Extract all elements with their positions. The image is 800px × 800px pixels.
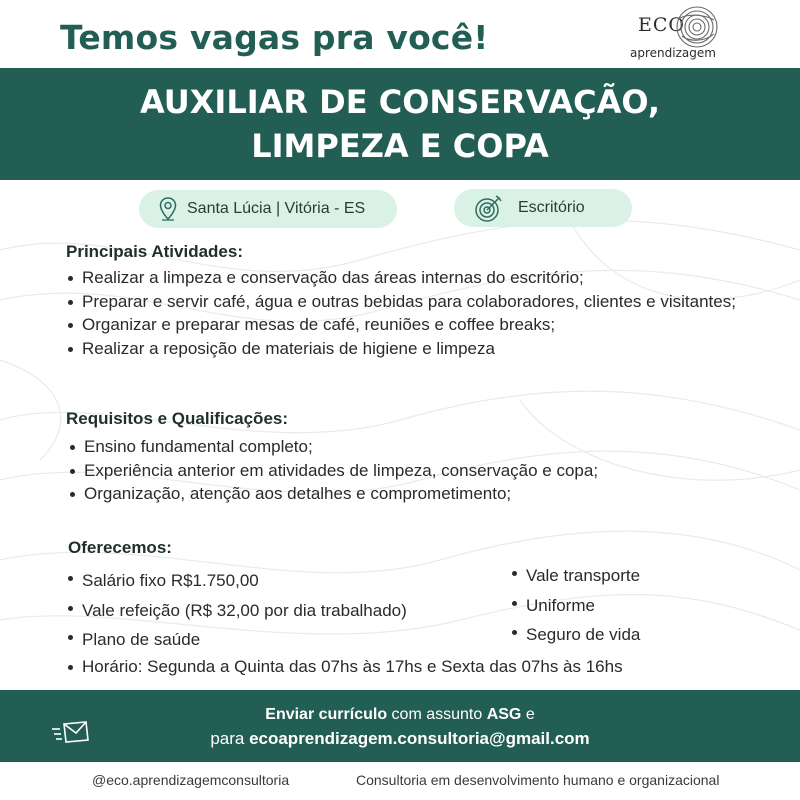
target-icon [474,193,504,223]
benefits-right-list [510,561,750,650]
benefits-section [68,538,508,655]
activities-title: Principais Atividades: [66,242,243,261]
apply-bold-1: Enviar currículo [265,706,388,723]
headline: Temos vagas pra você! [60,18,489,57]
logo-eco-text: ECO [638,14,685,36]
list-item: Preparar e servir café, água e outras bebidas para colaboradores, clientes e visitantes; [66,290,766,314]
list-item: Realizar a limpeza e conservação das áreas internas do escritório; [66,266,766,290]
job-title-banner [0,68,800,180]
eco-logo [628,4,748,68]
apply-text-2: e [521,706,535,723]
list-item: Organização, atenção aos detalhes e comprometimento; [68,482,766,506]
benefits-right [510,561,750,650]
list-item: Ensino fundamental completo; [68,435,766,459]
list-item: Vale transporte [510,561,750,591]
benefits-left-list [66,566,508,655]
apply-text-1: com assunto [387,706,487,723]
fingerprint-icon [674,4,720,50]
list-item: Seguro de vida [510,620,750,650]
schedule-list [66,655,786,679]
apply-line-2 [0,729,800,749]
footer-tagline: Consultoria em desenvolvimento humano e organizacional [356,772,720,788]
list-item: Vale refeição (R$ 32,00 por dia trabalhado) [66,596,508,626]
logo-subtitle: aprendizagem [630,46,716,60]
apply-line-1 [0,706,800,724]
requirements-title: Requisitos e Qualificações: [66,409,289,428]
job-title-line-2: LIMPEZA E COPA [251,127,549,165]
list-item: Horário: Segunda a Quinta das 07hs às 17hs e Sexta das 07hs às 16hs [66,655,786,679]
list-item: Uniforme [510,591,750,621]
map-pin-icon [159,197,177,221]
apply-banner [0,690,800,762]
workplace-text: Escritório [518,199,585,216]
list-item: Realizar a reposição de materiais de higiene e limpeza [66,337,766,361]
location-text: Santa Lúcia | Vitória - ES [187,200,366,217]
location-tag [139,190,397,228]
requirements-list [68,435,766,506]
apply-subject: ASG [486,706,522,723]
list-item: Organizar e preparar mesas de café, reuniões e coffee breaks; [66,313,766,337]
activities-section [66,242,766,360]
requirements-section [66,409,766,506]
list-item: Experiência anterior em atividades de limpeza, conservação e copa; [68,459,766,483]
schedule [66,655,786,679]
benefits-title: Oferecemos: [68,538,172,557]
activities-list [66,266,766,360]
workplace-tag [454,189,632,227]
instagram-handle[interactable]: @eco.aprendizagemconsultoria [92,772,290,788]
list-item: Salário fixo R$1.750,00 [66,566,508,596]
apply-text-3: para [210,729,250,748]
job-title-line-1: AUXILIAR DE CONSERVAÇÃO, [139,83,661,121]
apply-email[interactable]: ecoaprendizagem.consultoria@gmail.com [249,729,590,748]
list-item: Plano de saúde [66,625,508,655]
